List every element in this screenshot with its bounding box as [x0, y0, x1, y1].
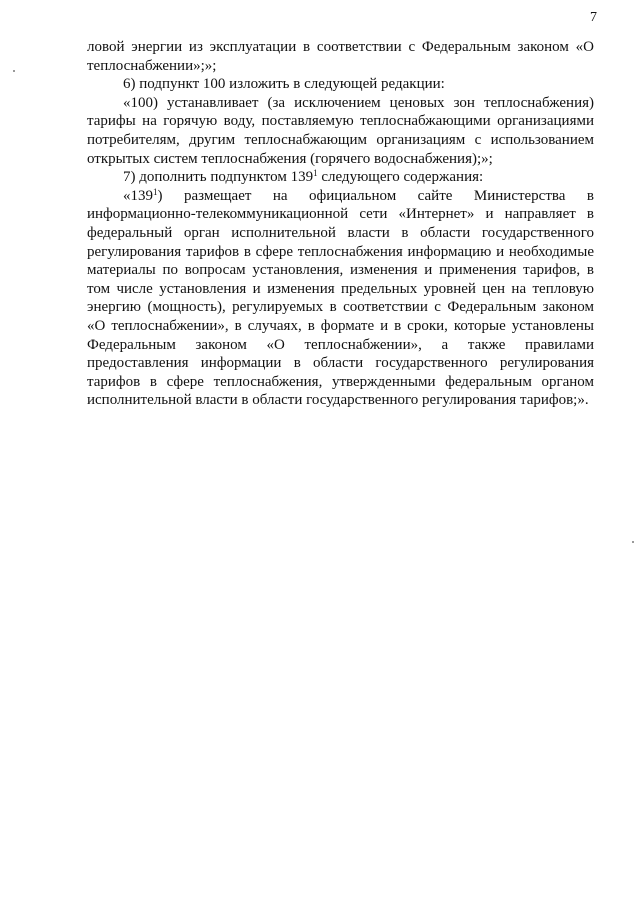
paragraph-continuation: ловой энергии из эксплуатации в соответствии с Федеральным законом «О теплоснабжении»;»;: [87, 39, 594, 74]
paragraph-item-6: 6) подпункт 100 изложить в следующей редакции:: [123, 76, 445, 93]
paragraph-item-100: «100) устанавливает (за исключением ценовых зон теплоснабжения) тарифы на горячую воду, поставляемую теплоснабжающими организациями потребителям, другим теплоснабжающим организациям с использованием открытых систем теплоснабжения (горячего водоснабжения);»;: [87, 94, 594, 167]
superscript-1: 1: [153, 186, 158, 197]
paragraph-item-7-text-before: 7) дополнить подпунктом 139: [123, 169, 314, 186]
superscript-1: 1: [313, 168, 318, 179]
document-body: [87, 38, 594, 410]
scan-mark-left: [13, 70, 15, 72]
page-number: 7: [590, 10, 597, 25]
paragraph-item-7: [87, 168, 594, 187]
scan-mark-right: [632, 541, 634, 543]
paragraph-item-139-1: [87, 187, 594, 410]
paragraph-item-7-text-after: следующего содержания:: [317, 169, 484, 186]
paragraph-item-139-1-text-before: «139: [123, 187, 153, 204]
paragraph-item-139-1-text-after: ) размещает на официальном сайте Министерства в информационно-телекоммуникационной сети «Интернет» и направляет в федеральный орган исполнительной власти в области государственного регулирования тарифов в сфере теплоснабжения информацию и необходимые материалы по вопросам установления, изменения и применения тарифов, в том числе установления и изменения предельных уровней цен на тепловую энергию (мощность), регулируемых в соответствии с Федеральным законом «О теплоснабжении», в случаях, в формате и в сроки, которые установлены Федеральным законом «О теплоснабжении», а также правилами предоставления информации в области государственного регулирования тарифов в сфере теплоснабжения, утвержденными федеральным органом исполнительной власти в области государственного регулирования тарифов;».: [87, 187, 594, 409]
